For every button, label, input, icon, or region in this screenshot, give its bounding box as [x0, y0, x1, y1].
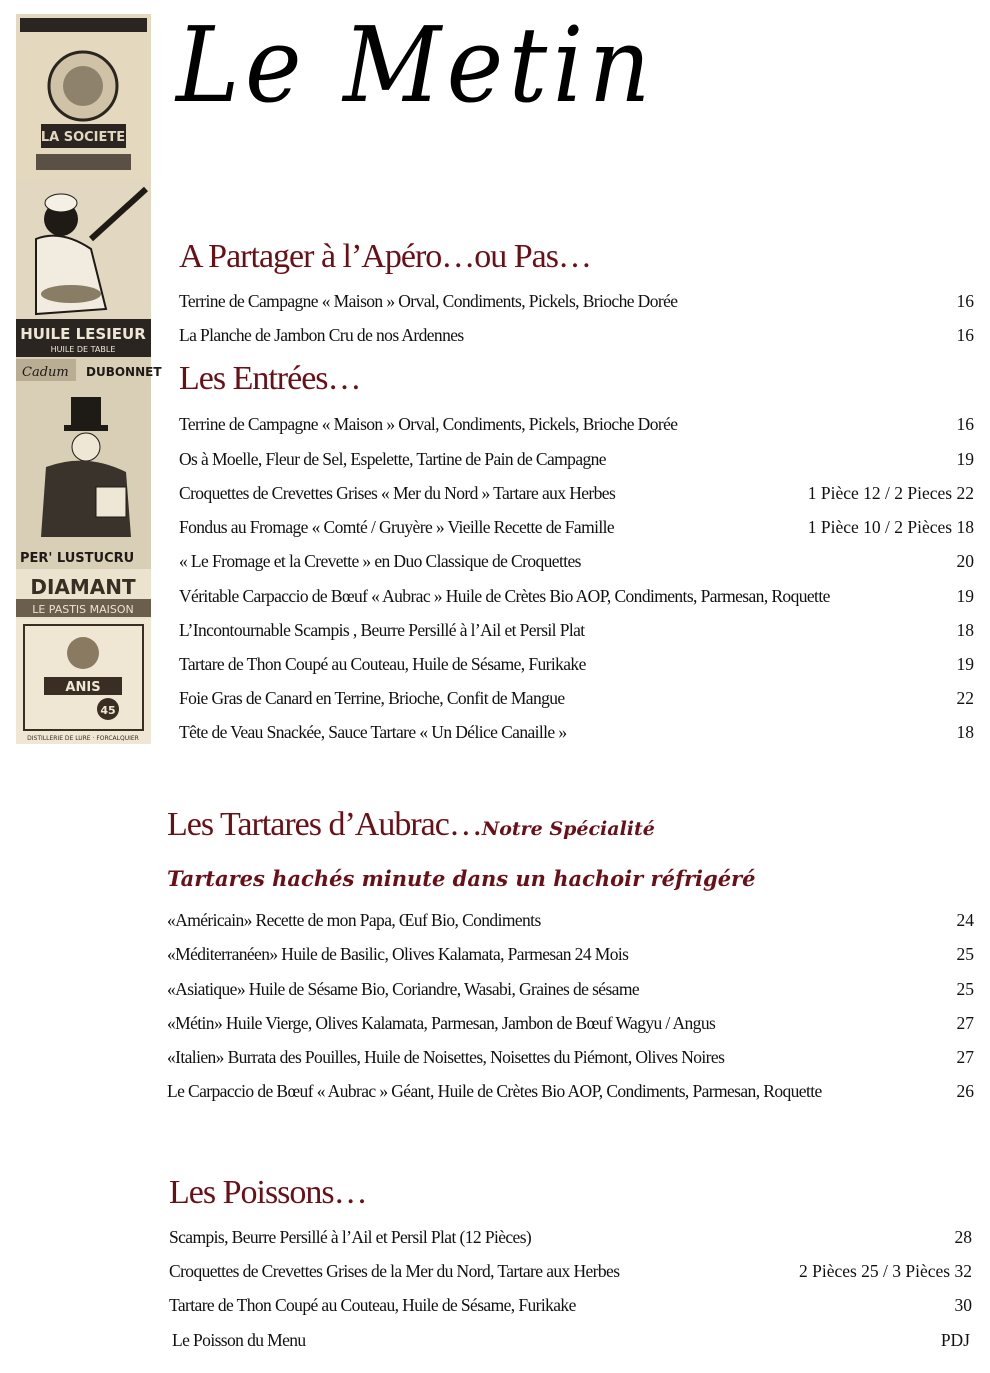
anis-poster — [16, 619, 151, 744]
lesieur-sub-label: HUILE DE TABLE — [50, 345, 116, 354]
menu-item-name: Tartare de Thon Coupé au Couteau, Huile de Sésame, Furikake — [179, 654, 586, 674]
menu-item-name: «Méditerranéen» Huile de Basilic, Olives Kalamata, Parmesan 24 Mois — [167, 944, 629, 964]
anis-poster-icon — [16, 619, 151, 744]
menu-item-name: Le Carpaccio de Bœuf « Aubrac » Géant, Huile de Crètes Bio AOP, Condiments, Parmesan, Roquette — [167, 1081, 822, 1101]
menu-item-price: PDJ — [940, 1330, 970, 1350]
menu-item-name: Terrine de Campagne « Maison » Orval, Condiments, Pickels, Brioche Dorée — [179, 291, 678, 311]
menu-item-price: 25 — [956, 944, 974, 964]
cadum-label: Cadum — [22, 365, 69, 380]
menu-item-price: 24 — [956, 910, 974, 930]
menu-item-name: Fondus au Fromage « Comté / Gruyère » Vieille Recette de Famille — [179, 517, 615, 537]
menu-item-name: «Américain» Recette de mon Papa, Œuf Bio, Condiments — [167, 910, 541, 930]
lesieur-poster — [16, 179, 151, 357]
section-title-apero: A Partager à l’Apéro…ou Pas… — [179, 238, 592, 275]
menu-item-price: 1 Pièce 10 / 2 Pièces 18 — [807, 517, 974, 537]
lustucru-label: PER' LUSTUCRU — [20, 551, 135, 566]
menu-item-name: «Italien» Burrata des Pouilles, Huile de Noisettes, Noisettes du Piémont, Olives Noires — [167, 1047, 725, 1067]
menu-item-price: 20 — [956, 551, 974, 571]
menu-item-name: «Asiatique» Huile de Sésame Bio, Coriandre, Wasabi, Graines de sésame — [167, 979, 640, 999]
tartares-subtitle: Tartares hachés minute dans un hachoir réfrigéré — [167, 866, 756, 891]
menu-item-name: «Métin» Huile Vierge, Olives Kalamata, Parmesan, Jambon de Bœuf Wagyu / Angus — [167, 1013, 716, 1033]
menu-item-price: 16 — [956, 325, 974, 345]
lustucru-poster-icon — [16, 357, 162, 569]
menu-item-name: Croquettes de Crevettes Grises « Mer du Nord » Tartare aux Herbes — [179, 483, 616, 503]
roquefort-poster-icon — [16, 14, 151, 179]
dubonnet-label: DUBONNET — [86, 365, 162, 379]
menu-item-price: 18 — [956, 620, 974, 640]
diamant-poster — [16, 569, 151, 619]
pastis-label: LE PASTIS MAISON — [32, 603, 134, 616]
menu-item-price: 16 — [956, 414, 974, 434]
section-title-tartares — [167, 806, 655, 844]
menu-item-price: 18 — [956, 722, 974, 742]
menu-item-price: 2 Pièces 25 / 3 Pièces 32 — [798, 1261, 972, 1281]
anis-label: ANIS — [65, 680, 101, 695]
lesieur-label: HUILE LESIEUR — [20, 325, 146, 343]
menu-item-price: 22 — [956, 688, 974, 708]
menu-item-price: 30 — [954, 1295, 972, 1315]
tartares-specialite-text: Notre Spécialité — [481, 818, 655, 840]
vintage-posters-image — [16, 14, 162, 744]
menu-item-price: 28 — [954, 1227, 972, 1247]
menu-item-name: Scampis, Beurre Persillé à l’Ail et Persil Plat (12 Pièces) — [169, 1227, 532, 1247]
diamant-label: DIAMANT — [30, 575, 136, 599]
menu-item-price: 1 Pièce 12 / 2 Pieces 22 — [807, 483, 974, 503]
distillerie-label: DISTILLERIE DE LURE · FORCALQUIER — [27, 735, 139, 742]
tartares-title-text: Les Tartares d’Aubrac… — [167, 806, 482, 843]
chef-poster-icon — [16, 179, 151, 357]
menu-item-name: Tête de Veau Snackée, Sauce Tartare « Un Délice Canaille » — [179, 722, 567, 742]
societe-label: LA SOCIETE — [40, 130, 126, 145]
menu-item-name: L’Incontournable Scampis , Beurre Persillé à l’Ail et Persil Plat — [179, 620, 585, 640]
menu-item-price: 19 — [956, 586, 974, 606]
menu-item-price: 19 — [956, 449, 974, 469]
menu-item-name: Os à Moelle, Fleur de Sel, Espelette, Tartine de Pain de Campagne — [179, 449, 606, 469]
menu-item-price: 27 — [956, 1047, 974, 1067]
menu-item-price: 16 — [956, 291, 974, 311]
menu-item-name: Croquettes de Crevettes Grises de la Mer du Nord, Tartare aux Herbes — [169, 1261, 620, 1281]
diamant-poster-icon — [16, 569, 151, 619]
menu-item-name: Le Poisson du Menu — [172, 1330, 306, 1350]
menu-item-price: 19 — [956, 654, 974, 674]
section-title-entrees: Les Entrées… — [179, 360, 361, 397]
menu-item-price: 26 — [956, 1081, 974, 1101]
societe-poster — [16, 14, 151, 179]
lustucru-poster — [16, 357, 162, 569]
restaurant-title: Le Metin — [176, 4, 657, 126]
menu-item-price: 25 — [956, 979, 974, 999]
menu-item-name: Foie Gras de Canard en Terrine, Brioche, Confit de Mangue — [179, 688, 565, 708]
menu-item-price: 27 — [956, 1013, 974, 1033]
section-title-poissons: Les Poissons… — [169, 1174, 367, 1211]
menu-item-name: Terrine de Campagne « Maison » Orval, Condiments, Pickels, Brioche Dorée — [179, 414, 678, 434]
anis-degree-label: 45 — [100, 704, 116, 717]
menu-item-name: La Planche de Jambon Cru de nos Ardennes — [179, 325, 464, 345]
menu-item-name: Véritable Carpaccio de Bœuf « Aubrac » Huile de Crètes Bio AOP, Condiments, Parmesan, Roquette — [179, 586, 830, 606]
menu-item-name: « Le Fromage et la Crevette » en Duo Classique de Croquettes — [179, 551, 581, 571]
menu-item-name: Tartare de Thon Coupé au Couteau, Huile de Sésame, Furikake — [169, 1295, 576, 1315]
